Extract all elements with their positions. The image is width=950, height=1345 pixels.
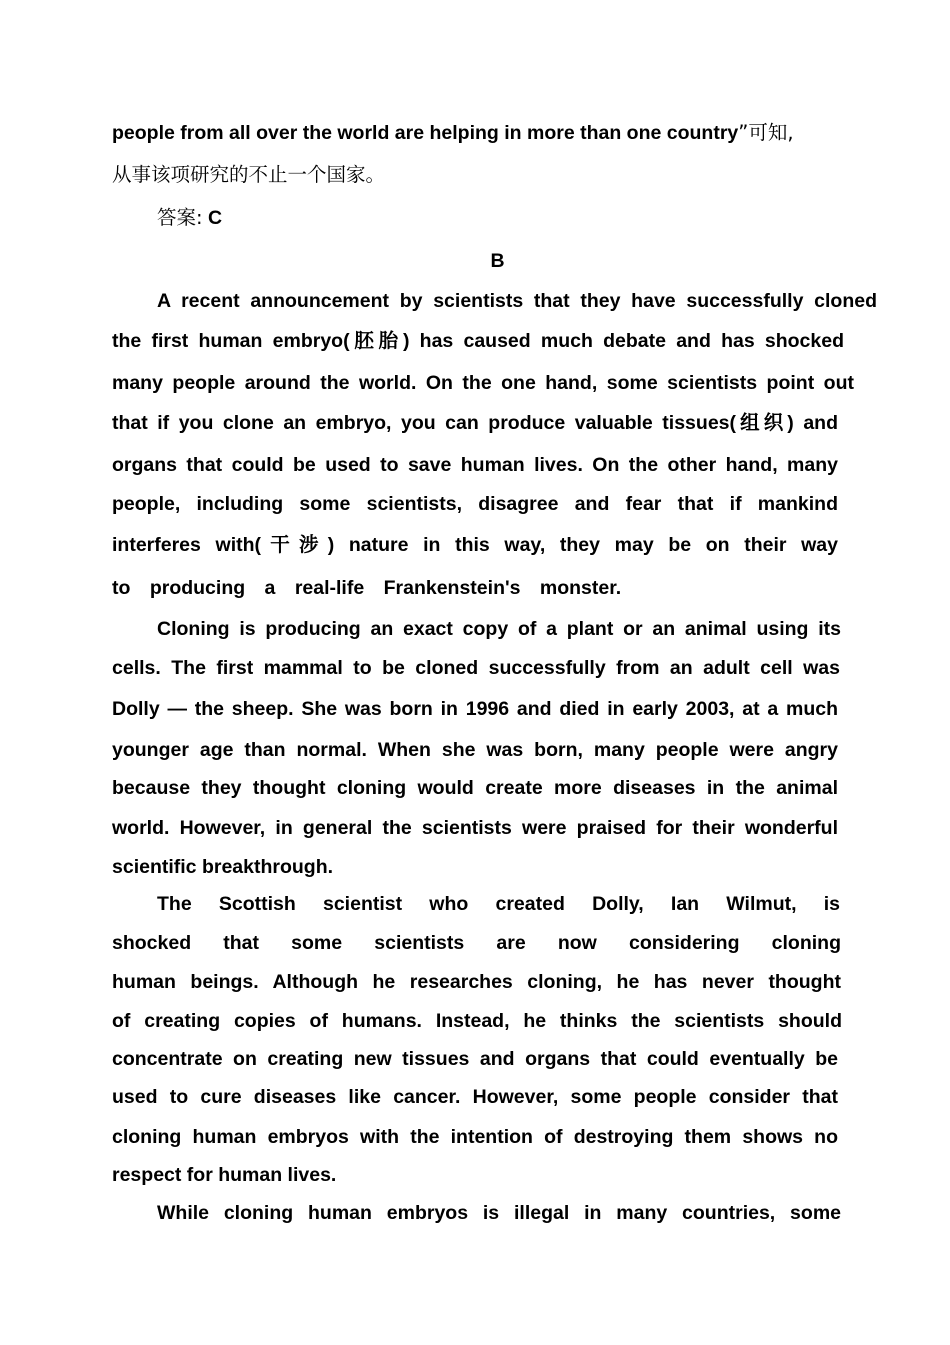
p1-line-2: the first human embryo(胚胎) has caused much debate and has shocked [112,330,844,352]
p3-line-1: The Scottish scientist who created Dolly, Ian Wilmut, is [157,893,840,915]
answer-line [157,206,838,230]
p2-line-6: world. However, in general the scientists were praised for their wonderful [112,817,838,839]
explanation-chinese-tail: ”可知, [738,121,794,144]
p1-line-3: many people around the world. On the one hand, some scientists point out [112,372,854,394]
p2-line-4: younger age than normal. When she was born, many people were angry [112,739,838,761]
p2-line-1: Cloning is producing an exact copy of a plant or an animal using its [157,618,841,640]
p3-line-2: shocked that some scientists are now considering cloning [112,932,841,954]
p3-line-5: concentrate on creating new tissues and organs that could eventually be [112,1048,838,1070]
p1-line-4: that if you clone an embryo, you can produce valuable tissues(组织) and [112,412,838,434]
explanation-english: people from all over the world are helping in more than one country [112,122,739,144]
p1-line-6: people, including some scientists, disagree and fear that if mankind [112,493,838,515]
explanation-line-2: 从事该项研究的不止一个国家。 [112,163,386,186]
p2-line-2: cells. The first mammal to be cloned successfully from an adult cell was [112,657,840,679]
explanation-line-1 [112,121,838,145]
p1-line-5: organs that could be used to save human lives. On the other hand, many [112,454,838,476]
p2-line-7: scientific breakthrough. [112,856,334,878]
p1-line-8: to producing a real-life Frankenstein's monster. [112,577,622,599]
p3-line-6: used to cure diseases like cancer. However, some people consider that [112,1086,838,1108]
p2-line-3: Dolly — the sheep. She was born in 1996 and died in early 2003, at a much [112,698,838,720]
p1-line-1: A recent announcement by scientists that they have successfully cloned [157,290,877,312]
p2-line-5: because they thought cloning would create more diseases in the animal [112,777,838,799]
p3-line-7: cloning human embryos with the intention of destroying them shows no [112,1126,838,1148]
p4-line-1: While cloning human embryos is illegal in many countries, some [157,1202,841,1224]
answer-label: 答案: [157,206,203,229]
answer-value: C [208,207,223,229]
p3-line-8: respect for human lives. [112,1164,337,1186]
p1-line-7: interferes with(干涉) nature in this way, they may be on their way [112,534,838,556]
p3-line-4: of creating copies of humans. Instead, he thinks the scientists should [112,1010,842,1032]
p3-line-3: human beings. Although he researches cloning, he has never thought [112,971,841,993]
section-title: B [490,250,505,272]
